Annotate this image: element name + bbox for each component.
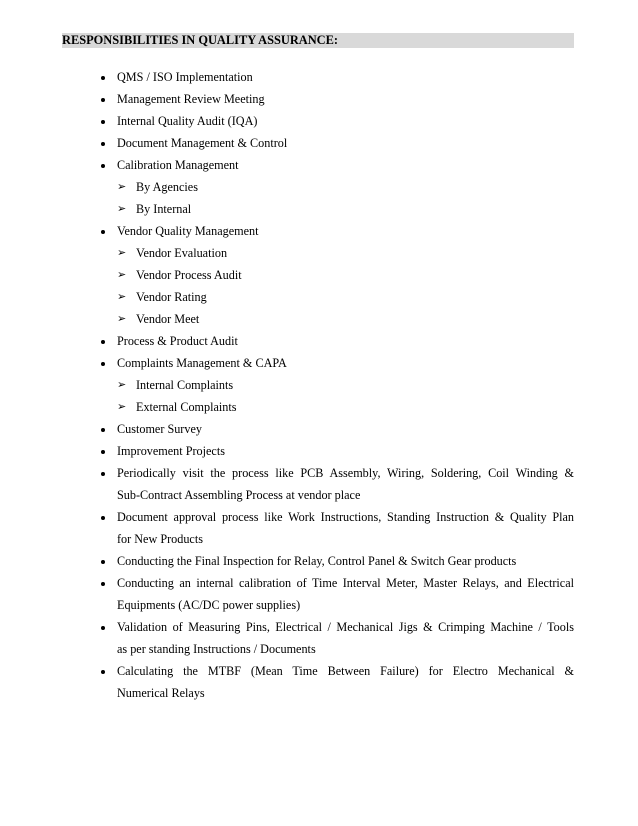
bullet-icon <box>99 110 107 132</box>
bullet-dot-icon <box>101 362 105 366</box>
list-item-line: Numerical Relays <box>117 686 205 700</box>
bullet-icon <box>99 154 107 176</box>
list-item-line: Periodically visit the process like PCB Assembly, Wiring, Soldering, Coil Winding & <box>117 466 574 480</box>
bullet-dot-icon <box>101 340 105 344</box>
bullet-icon <box>99 418 107 440</box>
arrow-bullet-icon: ➢ <box>117 401 127 413</box>
list-item: Improvement Projects <box>117 444 225 458</box>
bullet-icon <box>99 616 107 638</box>
bullet-icon <box>99 330 107 352</box>
arrow-bullet-icon: ➢ <box>117 181 127 193</box>
list-item: Complaints Management & CAPA <box>117 356 287 370</box>
sub-list-item: By Agencies <box>136 180 198 194</box>
list-item: Conducting the Final Inspection for Relay, Control Panel & Switch Gear products <box>117 554 517 568</box>
bullet-icon <box>99 572 107 594</box>
bullet-icon <box>99 550 107 572</box>
bullet-dot-icon <box>101 450 105 454</box>
sub-list-item: Internal Complaints <box>136 378 234 392</box>
bullet-icon <box>99 88 107 110</box>
bullet-dot-icon <box>101 120 105 124</box>
list-item-line: as per standing Instructions / Documents <box>117 642 316 656</box>
sub-list-item: By Internal <box>136 202 192 216</box>
bullet-dot-icon <box>101 230 105 234</box>
bullet-icon <box>99 462 107 484</box>
bullet-dot-icon <box>101 142 105 146</box>
bullet-dot-icon <box>101 582 105 586</box>
bullet-icon <box>99 660 107 682</box>
bullet-icon <box>99 352 107 374</box>
bullet-dot-icon <box>101 560 105 564</box>
list-item-line: Validation of Measuring Pins, Electrical / Mechanical Jigs & Crimping Machine / Tools <box>117 620 574 634</box>
bullet-dot-icon <box>101 670 105 674</box>
list-item: QMS / ISO Implementation <box>117 70 253 84</box>
list-item: Customer Survey <box>117 422 202 436</box>
bullet-icon <box>99 132 107 154</box>
bullet-dot-icon <box>101 472 105 476</box>
list-item: Management Review Meeting <box>117 92 265 106</box>
sub-list-item: Vendor Meet <box>136 312 200 326</box>
arrow-bullet-icon: ➢ <box>117 291 127 303</box>
list-item: Internal Quality Audit (IQA) <box>117 114 258 128</box>
section-heading: RESPONSIBILITIES IN QUALITY ASSURANCE: <box>62 33 574 48</box>
bullet-dot-icon <box>101 626 105 630</box>
bullet-dot-icon <box>101 98 105 102</box>
bullet-icon <box>99 66 107 88</box>
arrow-bullet-icon: ➢ <box>117 269 127 281</box>
list-item: Document Management & Control <box>117 136 288 150</box>
list-item-line: Calculating the MTBF (Mean Time Between Failure) for Electro Mechanical & <box>117 664 574 678</box>
arrow-bullet-icon: ➢ <box>117 313 127 325</box>
sub-list-item: Vendor Rating <box>136 290 207 304</box>
sub-list-item: Vendor Process Audit <box>136 268 242 282</box>
list-item-line: Sub-Contract Assembling Process at vendor place <box>117 488 361 502</box>
arrow-bullet-icon: ➢ <box>117 203 127 215</box>
bullet-dot-icon <box>101 76 105 80</box>
list-item: Calibration Management <box>117 158 239 172</box>
list-item-line: Equipments (AC/DC power supplies) <box>117 598 301 612</box>
bullet-icon <box>99 440 107 462</box>
bullet-dot-icon <box>101 428 105 432</box>
bullet-dot-icon <box>101 164 105 168</box>
list-item: Process & Product Audit <box>117 334 238 348</box>
list-item: Vendor Quality Management <box>117 224 259 238</box>
sub-list-item: External Complaints <box>136 400 237 414</box>
arrow-bullet-icon: ➢ <box>117 379 127 391</box>
list-item-line: Conducting an internal calibration of Time Interval Meter, Master Relays, and Electrical <box>117 576 574 590</box>
bullet-icon <box>99 220 107 242</box>
arrow-bullet-icon: ➢ <box>117 247 127 259</box>
list-item-line: Document approval process like Work Instructions, Standing Instruction & Quality Plan <box>117 510 574 524</box>
list-item-line: for New Products <box>117 532 203 546</box>
sub-list-item: Vendor Evaluation <box>136 246 228 260</box>
bullet-icon <box>99 506 107 528</box>
bullet-dot-icon <box>101 516 105 520</box>
